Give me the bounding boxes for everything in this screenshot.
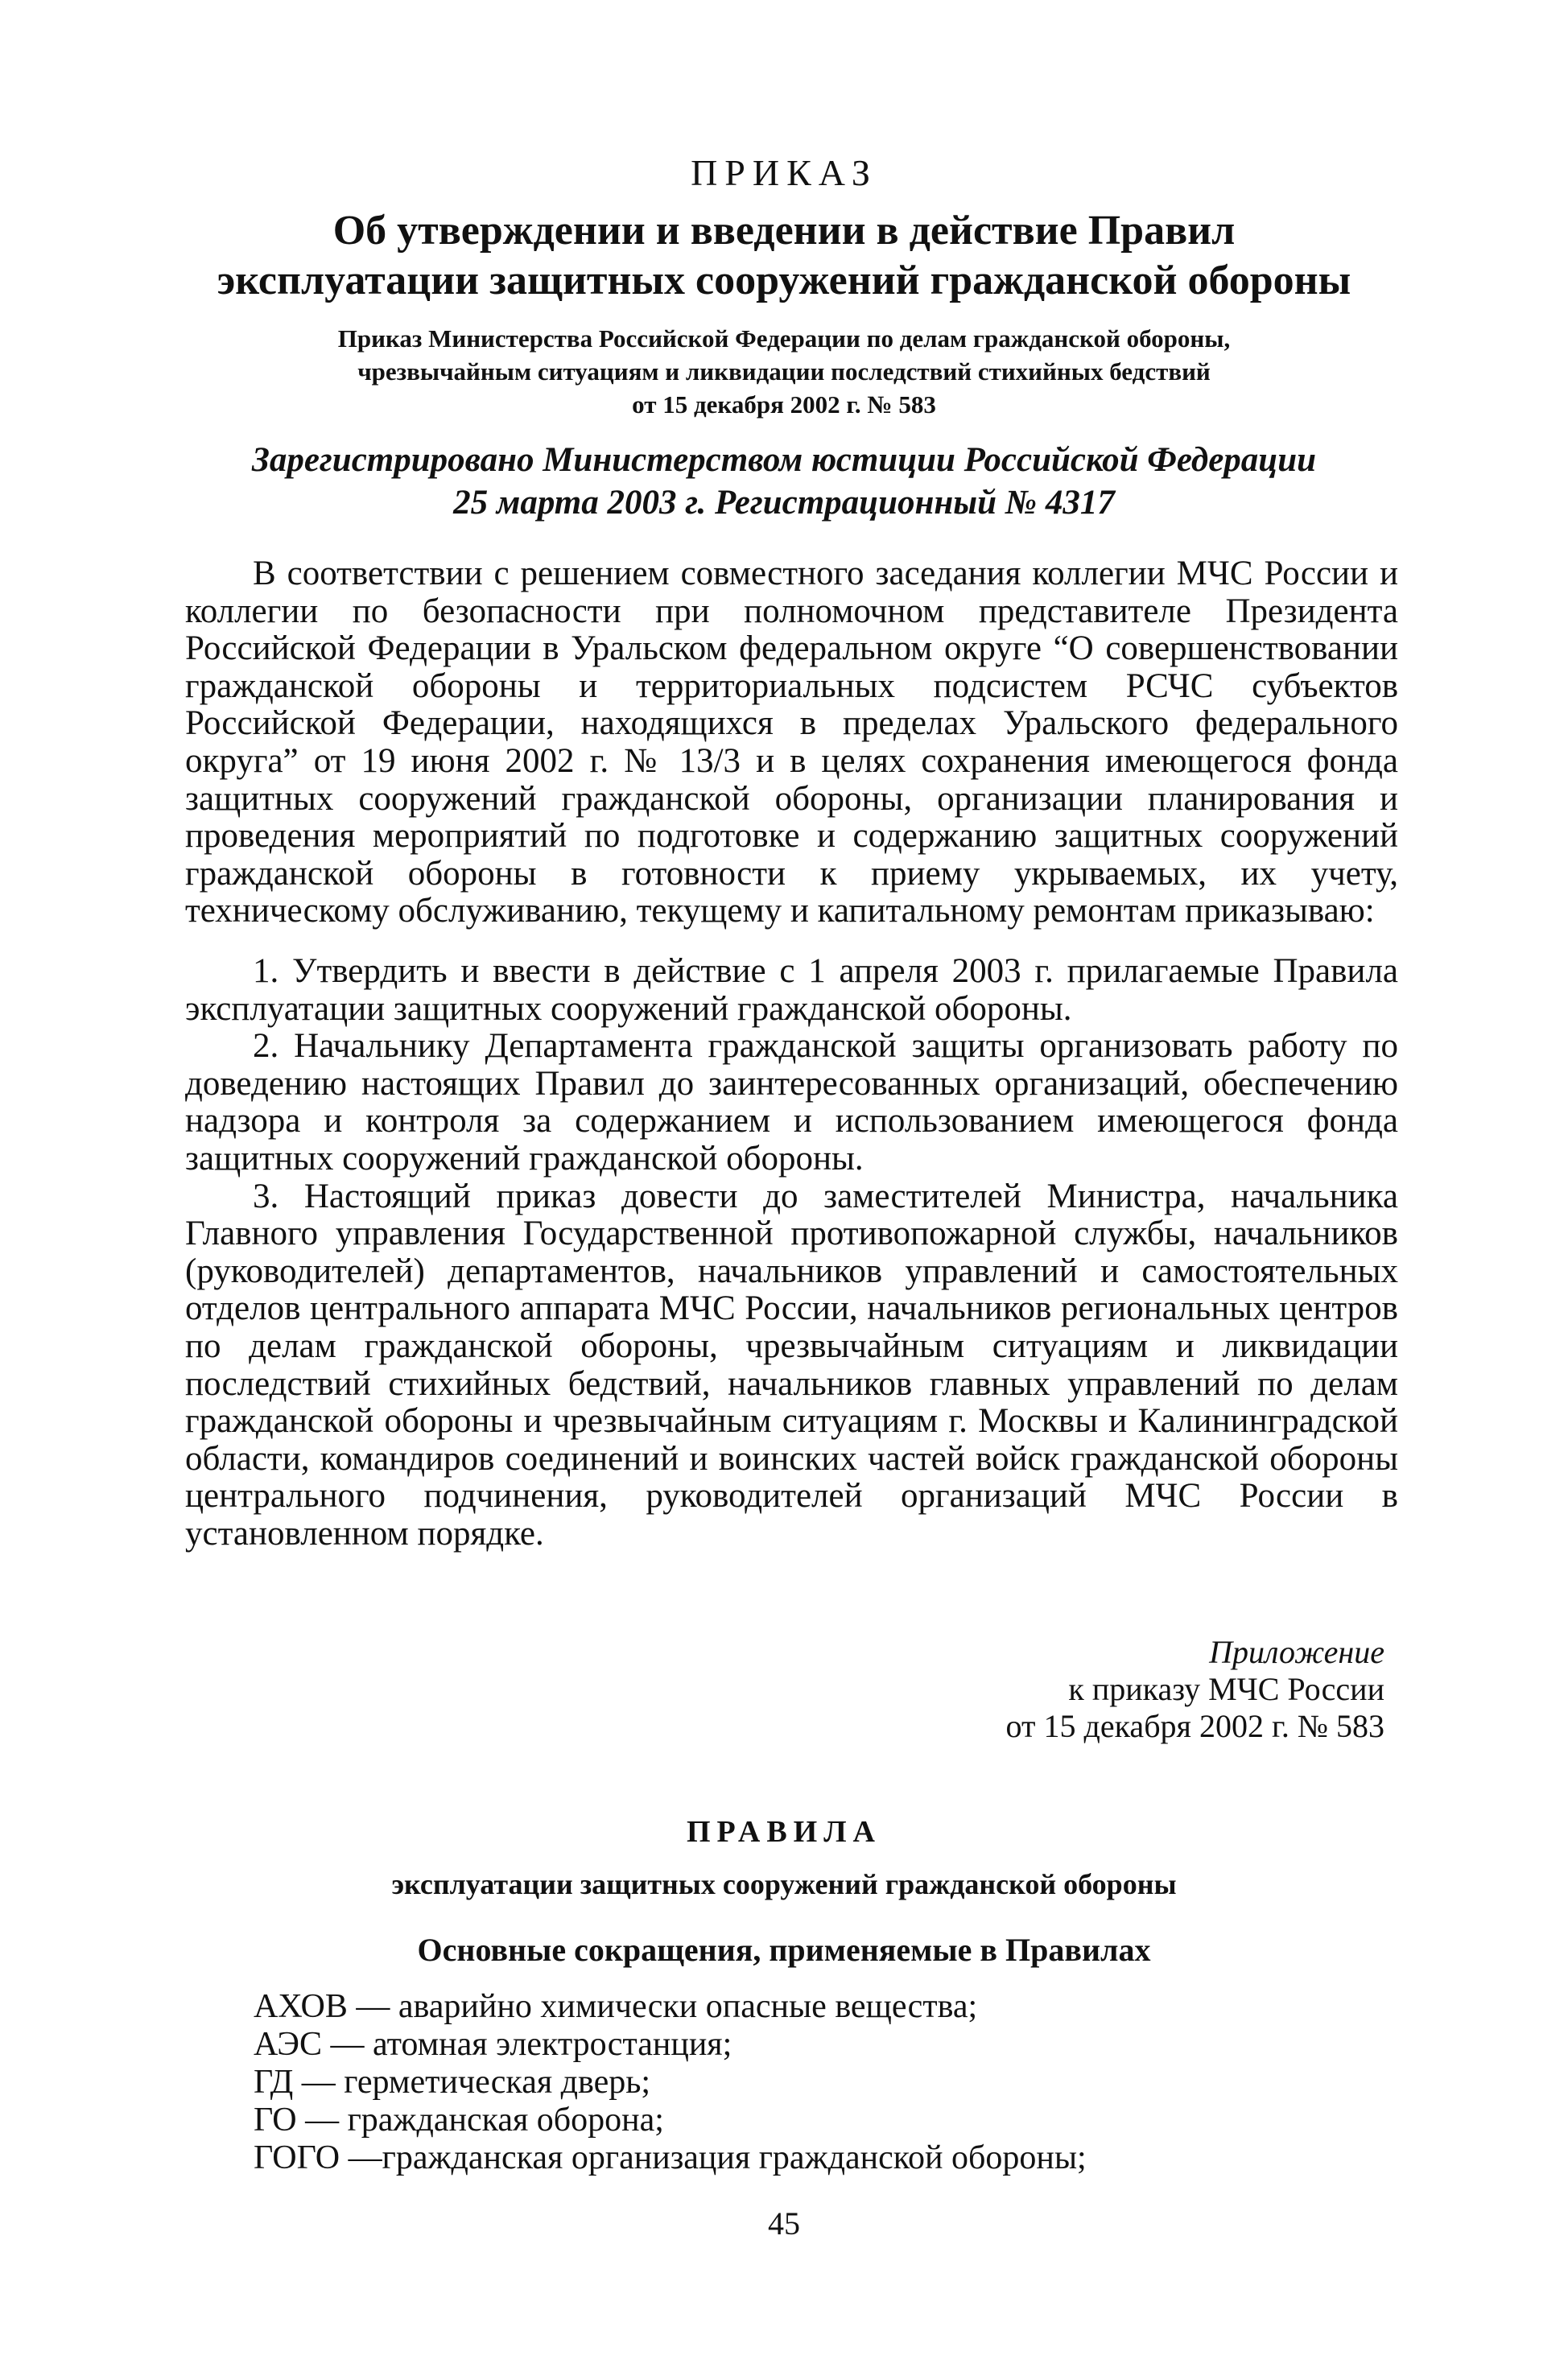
appendix-note [885,1634,1384,1745]
order-subject-line: эксплуатации защитных сооружений гражданской обороны [217,258,1351,303]
appendix-label: Приложение [1209,1634,1384,1670]
registration-line: 25 марта 2003 г. Регистрационный № 4317 [453,484,1115,522]
order-title: ПРИКАЗ [691,152,877,193]
order-subject [185,206,1383,306]
abbreviation-item: ГД — герметическая дверь; [254,2064,651,2101]
order-item: 1. Утвердить и ввести в действие с 1 апреля 2003 г. прилагаемые Правила эксплуатации защитных сооружений гражданской обороны. [185,952,1398,1028]
order-preamble [185,555,1398,930]
registration-note [185,439,1383,524]
abbreviation-item: ГО — гражданская оборона; [254,2102,664,2139]
appendix-line: от 15 декабря 2002 г. № 583 [1005,1708,1384,1744]
order-items [185,953,1398,1553]
order-subject-line: Об утверждении и введении в действие Правил [332,208,1236,254]
abbreviation-item: АЭС — атомная электростанция; [254,2026,732,2063]
order-source [185,322,1383,421]
abbreviation-item: АХОВ — аварийно химически опасные вещества; [254,1988,978,2025]
abbreviations-list [254,1988,1397,2177]
abbreviation-item: ГОГО —гражданская организация гражданской обороны; [254,2139,1087,2176]
order-item: 3. Настоящий приказ довести до заместителей Министра, начальника Главного управления Государственной противопожарной службы, начальников (руководителей) департаментов, начальников управлений и самостоятельных отделов центрального аппарата МЧС России, начальников региональных центров по делам гражданской обороны, чрезвычайным ситуациям и ликвидации последствий стихийных бедствий, начальников главных управлений по делам гражданской обороны и чрезвычайным ситуациям г. Москвы и Калининградской области, командиров соединений и воинских частей войск гражданской обороны центрального подчинения, руководителей организаций МЧС России в установленном порядке. [185,1177,1398,1553]
order-source-line: чрезвычайным ситуациям и ликвидации последствий стихийных бедствий [357,357,1211,386]
registration-line: Зарегистрировано Министерством юстиции Российской Федерации [251,441,1317,479]
abbreviations-heading: Основные сокращения, применяемые в Правилах [417,1932,1151,1968]
order-item: 2. Начальнику Департамента гражданской защиты организовать работу по доведению настоящих Правил до заинтересованных организаций, обеспечению надзора и контроля за содержанием и использованием имеющегося фонда защитных сооружений гражданской обороны. [185,1027,1398,1178]
order-source-line: Приказ Министерства Российской Федерации по делам гражданской обороны, [337,324,1231,353]
rules-title: ПРАВИЛА [686,1815,881,1849]
order-source-line: от 15 декабря 2002 г. № 583 [632,390,936,419]
appendix-line: к приказу МЧС России [1068,1671,1384,1707]
rules-subtitle: эксплуатации защитных сооружений гражданской обороны [391,1868,1177,1900]
preamble-paragraph: В соответствии с решением совместного заседания коллегии МЧС России и коллегии по безопасности при полномочном представителе Президента Российской Федерации в Уральском федеральном округе “О совершенствовании гражданской обороны и территориальных подсистем РСЧС субъектов Российской Федерации, находящихся в пределах Уральского федерального округа” от 19 июня 2002 г. № 13/3 и в целях сохранения имеющегося фонда защитных сооружений гражданской обороны, организации планирования и проведения мероприятий по подготовке и содержанию защитных сооружений гражданской обороны в готовности к приему укрываемых, их учету, техническому обслуживанию, текущему и капитальному ремонтам приказываю: [185,555,1398,930]
page-number: 45 [768,2205,800,2242]
